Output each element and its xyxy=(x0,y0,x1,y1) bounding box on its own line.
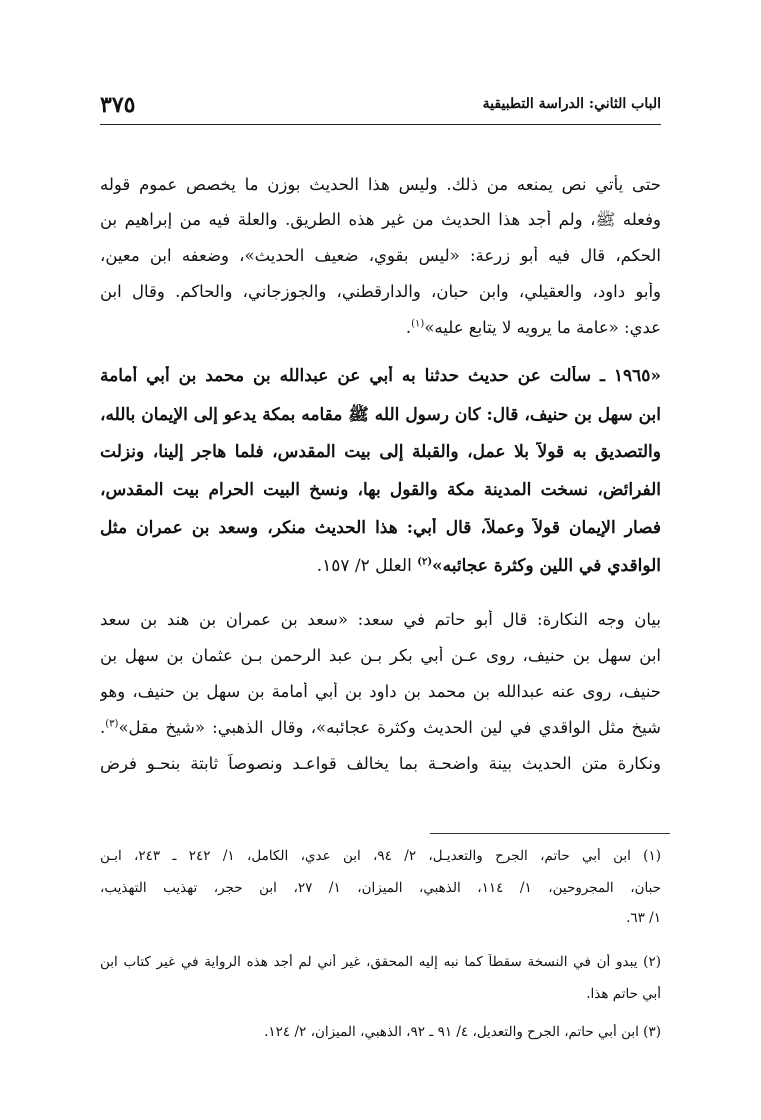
hadith-line xyxy=(100,556,661,576)
text-line: ونكارة متن الحديث بينة واضحـة بما يخالف قواعـد ونصوصاً ثابتة بنحـو فرض xyxy=(100,754,661,773)
header-divider xyxy=(100,124,661,125)
text-line: وأبو داود، والعقيلي، وابن حبان، والدارقطني، والجوزجاني، والحاكم. وقال ابن xyxy=(100,282,661,301)
footnote-marker: (١) xyxy=(411,318,425,330)
hadith-line: فصار الإيمان قولاً وعملاً، قال أبي: هذا الحديث منكر، وسعد بن عمران مثل xyxy=(100,518,661,538)
footnote-marker: (٢) xyxy=(417,556,433,568)
text-span: . xyxy=(100,718,106,737)
footnote-divider xyxy=(430,833,670,834)
text-line: بيان وجه النكارة: قال أبو حاتم في سعد: «سعد بن عمران بن هند بن سعد xyxy=(100,610,661,629)
text-line: الحكم، قال فيه أبو زرعة: «ليس بقوي، ضعيف الحديث»، وضعفه ابن معين، xyxy=(100,246,661,265)
footnote-line: أبي حاتم هذا. xyxy=(586,986,661,1002)
footnote-marker: (٣) xyxy=(105,718,119,730)
text-line: حتى يأتي نص يمنعه من ذلك. وليس هذا الحديث بوزن ما يخصص عموم قوله xyxy=(100,175,661,194)
text-span: شيخ مثل الواقدي في لين الحديث وكثرة عجائبه»، وقال الذهبي: «شيخ مقل» xyxy=(118,718,661,737)
page-number: ٣٧٥ xyxy=(100,92,136,118)
footnote-line: حبان، المجروحين، ١/ ١١٤، الذهبي، الميزان، ١/ ٢٧، ابن حجر، تهذيب التهذيب، xyxy=(100,880,661,896)
text-line: ابن سهل بن حنيف، روى عـن أبي بكر بـن عبد الرحمن بـن عثمان بن سهل بن xyxy=(100,646,661,665)
footnote-line: (٢) يبدو أن في النسخة سقطاً كما نبه إليه المحقق، غير أني لم أجد هذه الرواية في غير كتاب ابن xyxy=(100,954,661,970)
chapter-title: الباب الثاني: الدراسة التطبيقية xyxy=(482,96,661,112)
hadith-line: «١٩٦٥ ـ سألت عن حديث حدثنا به أبي عن عبدالله بن محمد بن أبي أمامة xyxy=(100,366,661,386)
footnote-line: (١) ابن أبي حاتم، الجرح والتعديـل، ٢/ ٩٤، ابن عدي، الكامل، ١/ ٢٤٢ ـ ٢٤٣، ابـن xyxy=(100,848,661,864)
hadith-reference: العلل ٢/ ١٥٧. xyxy=(316,556,418,576)
text-line: حنيف، روى عنه عبدالله بن محمد بن داود بن أبي أمامة بن سهل بن حنيف، وهو xyxy=(100,682,661,701)
text-line xyxy=(100,318,661,337)
text-span: . xyxy=(405,318,412,337)
text-span: الواقدي في اللين وكثرة عجائبه» xyxy=(432,556,661,576)
hadith-line: ابن سهل بن حنيف، قال: كان رسول الله ﷺ مقامه بمكة يدعو إلى الإيمان بالله، xyxy=(100,405,661,425)
text-line: وفعله ﷺ، ولم أجد هذا الحديث من غير هذه الطريق. والعلة فيه من إبراهيم بن xyxy=(100,210,661,229)
text-span: عدي: «عامة ما يرويه لا يتابع عليه» xyxy=(424,318,661,337)
page-header xyxy=(100,92,661,122)
hadith-line: الفرائض، نسخت المدينة مكة والقول بها، ونسخ البيت الحرام بيت المقدس، xyxy=(100,480,661,500)
footnote-line: ١/ ٦٣. xyxy=(626,910,661,926)
hadith-line: والتصديق به قولاً بلا عمل، والقبلة إلى بيت المقدس، فلما هاجر إلينا، ونزلت xyxy=(100,442,661,462)
text-line xyxy=(100,718,661,737)
footnote-line: (٣) ابن أبي حاتم، الجرح والتعديل، ٤/ ٩١ ـ ٩٢، الذهبي، الميزان، ٢/ ١٢٤. xyxy=(264,1024,661,1040)
